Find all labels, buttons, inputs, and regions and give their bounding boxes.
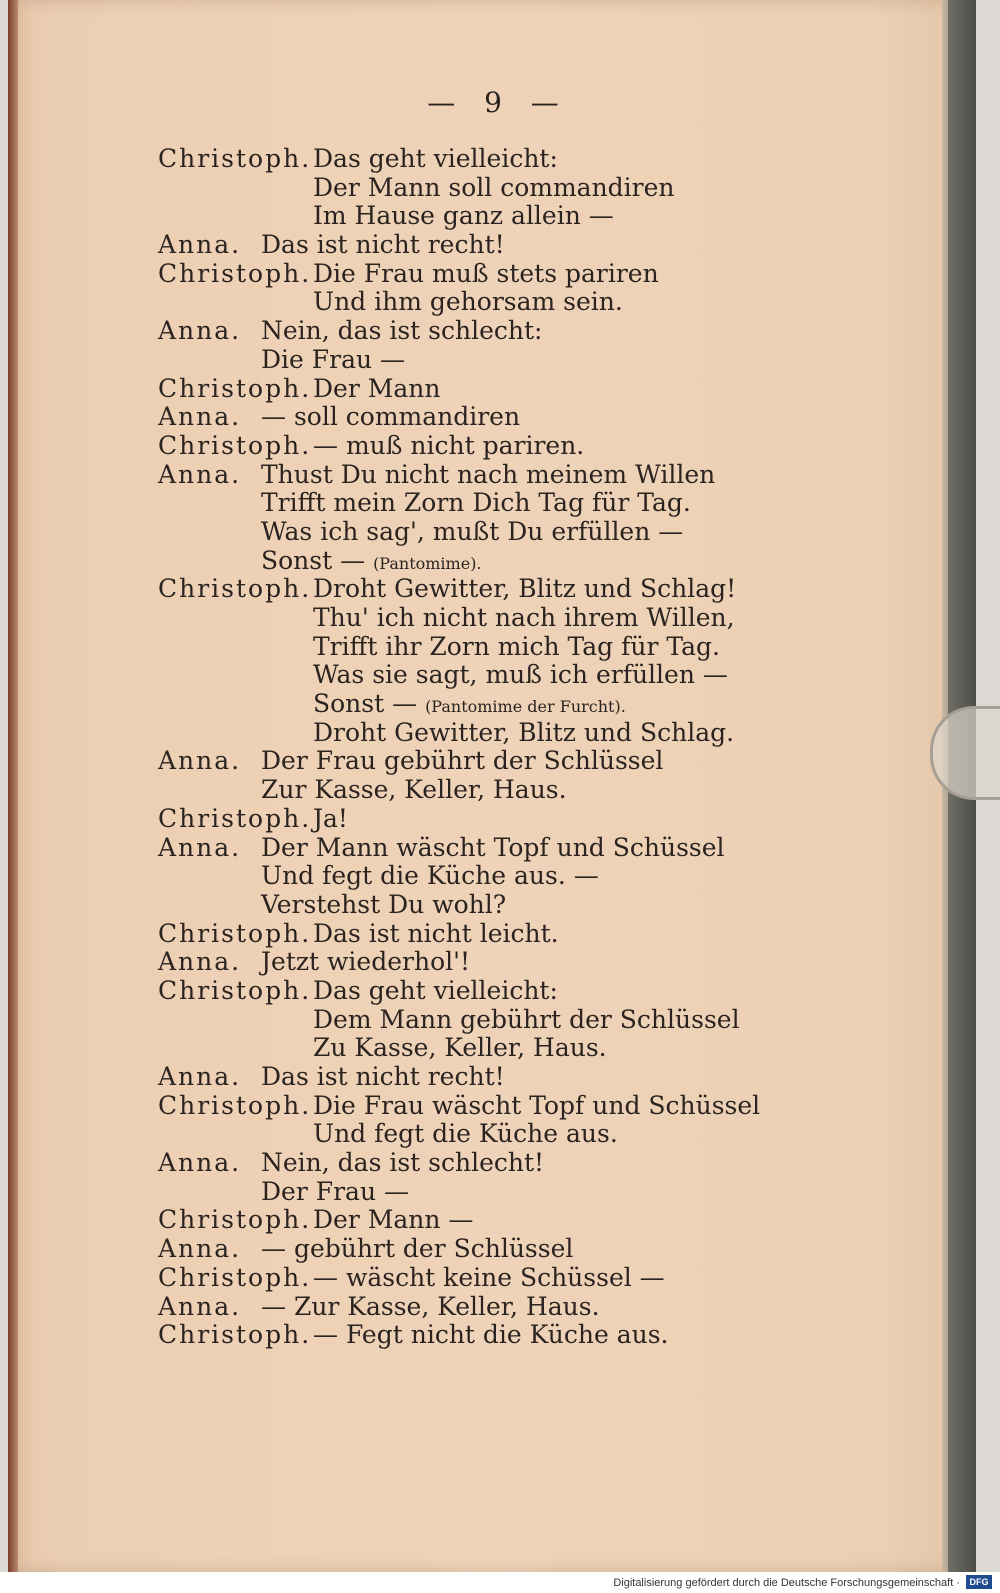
line-text bbox=[313, 977, 558, 1006]
line-words: Thu' ich nicht nach ihrem Willen, bbox=[313, 603, 735, 632]
line-text bbox=[261, 834, 725, 863]
speaker-name: Christoph. bbox=[158, 803, 312, 833]
line-text bbox=[313, 1092, 760, 1121]
dialogue-line bbox=[158, 977, 938, 1006]
line-words: Nein, das ist schlecht: bbox=[261, 316, 543, 346]
line-words: Nein, das ist schlecht! bbox=[261, 1148, 545, 1178]
dialogue-line bbox=[158, 604, 938, 633]
speaker-name: Anna. bbox=[158, 316, 242, 346]
line-text bbox=[313, 1264, 665, 1293]
line-words: Das geht vielleicht: bbox=[313, 144, 558, 173]
dialogue-line bbox=[158, 690, 938, 719]
speaker-name: Anna. bbox=[158, 402, 242, 432]
dialogue-line bbox=[158, 1235, 938, 1264]
line-text bbox=[261, 346, 405, 375]
dialogue-line bbox=[158, 288, 938, 317]
dialogue-line bbox=[158, 948, 938, 977]
line-words: Der Frau gebührt der Schlüssel bbox=[261, 746, 664, 776]
line-words: Der Mann wäscht Topf und Schüssel bbox=[261, 832, 725, 862]
line-words: Thust Du nicht nach meinem Willen bbox=[261, 459, 716, 489]
line-words: — muß nicht pariren. bbox=[313, 430, 585, 460]
dialogue-line bbox=[158, 260, 938, 289]
line-words: — Fegt nicht die Küche aus. bbox=[313, 1320, 669, 1350]
speaker-name: Christoph. bbox=[158, 1090, 312, 1120]
dialogue-line bbox=[158, 747, 938, 776]
line-text bbox=[261, 747, 663, 776]
line-text bbox=[313, 202, 614, 231]
speaker-name: Christoph. bbox=[158, 430, 312, 460]
dialogue-line bbox=[158, 1321, 938, 1350]
dialogue-line bbox=[158, 346, 938, 375]
line-text bbox=[261, 317, 542, 346]
line-words: Und ihm gehorsam sein. bbox=[313, 287, 623, 317]
line-words: Die Frau muß stets pariren bbox=[313, 258, 659, 288]
speaker-name: Anna. bbox=[158, 230, 242, 260]
page-number: — 9 — bbox=[427, 86, 569, 119]
line-words: Jetzt wiederhol'! bbox=[261, 947, 471, 977]
dialogue-line bbox=[158, 891, 938, 920]
line-words: Droht Gewitter, Blitz und Schlag! bbox=[313, 574, 737, 604]
line-words: Die Frau wäscht Topf und Schüssel bbox=[313, 1090, 761, 1120]
line-text bbox=[313, 174, 675, 203]
speaker-name: Anna. bbox=[158, 947, 242, 977]
line-words: — wäscht keine Schüssel — bbox=[313, 1262, 665, 1292]
dialogue-line bbox=[158, 1120, 938, 1149]
dialogue-line bbox=[158, 920, 938, 949]
line-words: Was sie sagt, muß ich erfüllen — bbox=[313, 660, 728, 690]
line-text bbox=[261, 776, 567, 805]
dialogue-line bbox=[158, 1063, 938, 1092]
digitization-credit: Digitalisierung gefördert durch die Deutsche Forschungsgemeinschaft · bbox=[613, 1577, 960, 1589]
dialogue-line bbox=[158, 317, 938, 346]
line-text bbox=[261, 231, 505, 260]
line-text bbox=[313, 575, 736, 604]
line-words: Sonst — bbox=[261, 545, 366, 575]
dialogue-line bbox=[158, 1006, 938, 1035]
line-words: Der Frau — bbox=[261, 1176, 409, 1206]
line-words: Das ist nicht recht! bbox=[261, 230, 505, 260]
line-text bbox=[313, 604, 735, 633]
line-text bbox=[261, 518, 683, 547]
dialogue-line bbox=[158, 547, 938, 576]
speaker-name: Anna. bbox=[158, 1062, 242, 1091]
line-words: Ja! bbox=[313, 803, 348, 833]
line-text bbox=[261, 489, 691, 518]
dialogue-line bbox=[158, 174, 938, 203]
speaker-name: Christoph. bbox=[158, 574, 312, 604]
dfg-logo: DFG bbox=[966, 1575, 992, 1589]
line-words: Zu Kasse, Keller, Haus. bbox=[313, 1033, 607, 1063]
speaker-name: Anna. bbox=[158, 832, 242, 862]
line-words: Sonst — bbox=[313, 689, 418, 719]
stage-direction: (Pantomime der Furcht). bbox=[425, 697, 626, 717]
line-words: Der Mann bbox=[313, 373, 441, 403]
speaker-name: Christoph. bbox=[158, 1320, 312, 1350]
line-text bbox=[261, 1063, 505, 1092]
speaker-name: Anna. bbox=[158, 1234, 242, 1264]
dialogue-line bbox=[158, 1178, 938, 1207]
line-text bbox=[313, 1006, 740, 1035]
line-words: Das ist nicht leicht. bbox=[313, 918, 559, 948]
line-text bbox=[313, 145, 558, 174]
line-words: Das ist nicht recht! bbox=[261, 1062, 505, 1091]
dialogue-line bbox=[158, 375, 938, 404]
line-words: Der Mann — bbox=[313, 1205, 474, 1235]
line-words: Droht Gewitter, Blitz und Schlag. bbox=[313, 717, 735, 747]
speaker-name: Christoph. bbox=[158, 373, 312, 403]
line-words: Zur Kasse, Keller, Haus. bbox=[261, 775, 567, 805]
line-text bbox=[313, 719, 734, 748]
line-text bbox=[261, 461, 715, 490]
line-words: Trifft mein Zorn Dich Tag für Tag. bbox=[261, 488, 691, 518]
line-text bbox=[313, 1120, 618, 1149]
dialogue-line bbox=[158, 1206, 938, 1235]
line-text bbox=[313, 1034, 607, 1063]
line-words: Die Frau — bbox=[261, 344, 406, 374]
line-text bbox=[313, 375, 440, 404]
dialogue-text bbox=[158, 145, 938, 1350]
dialogue-line bbox=[158, 776, 938, 805]
speaker-name: Anna. bbox=[158, 459, 242, 489]
speaker-name: Anna. bbox=[158, 746, 242, 776]
line-text bbox=[313, 805, 348, 834]
line-text bbox=[261, 1149, 544, 1178]
line-words: Der Mann soll commandiren bbox=[313, 172, 675, 202]
book-page bbox=[8, 0, 976, 1572]
line-text bbox=[313, 432, 584, 461]
dialogue-line bbox=[158, 1293, 938, 1322]
line-words: — gebührt der Schlüssel bbox=[261, 1234, 574, 1264]
line-text bbox=[313, 288, 623, 317]
line-words: Was ich sag', mußt Du erfüllen — bbox=[261, 516, 684, 546]
book-spine-edge bbox=[8, 0, 18, 1572]
line-text bbox=[261, 403, 520, 432]
line-words: Trifft ihr Zorn mich Tag für Tag. bbox=[313, 631, 720, 661]
line-text bbox=[261, 1293, 600, 1322]
line-text bbox=[313, 920, 559, 949]
line-text bbox=[261, 862, 599, 891]
paper-clip-icon bbox=[930, 706, 1000, 800]
speaker-name: Christoph. bbox=[158, 258, 312, 288]
dialogue-line bbox=[158, 719, 938, 748]
line-text bbox=[313, 1321, 669, 1350]
line-words: — Zur Kasse, Keller, Haus. bbox=[261, 1291, 600, 1321]
dialogue-line bbox=[158, 834, 938, 863]
dialogue-line bbox=[158, 661, 938, 690]
dialogue-line bbox=[158, 231, 938, 260]
stage-direction: (Pantomime). bbox=[373, 553, 482, 573]
dialogue-line bbox=[158, 805, 938, 834]
dialogue-line bbox=[158, 518, 938, 547]
line-words: Im Hause ganz allein — bbox=[313, 201, 614, 231]
line-text bbox=[313, 661, 728, 690]
line-text bbox=[261, 891, 506, 920]
line-text bbox=[313, 1206, 473, 1235]
speaker-name: Christoph. bbox=[158, 918, 312, 948]
dialogue-line bbox=[158, 202, 938, 231]
dialogue-line bbox=[158, 145, 938, 174]
line-text bbox=[261, 948, 470, 977]
line-words: Und fegt die Küche aus. bbox=[313, 1119, 618, 1149]
dialogue-line bbox=[158, 633, 938, 662]
speaker-name: Christoph. bbox=[158, 1262, 312, 1292]
dialogue-line bbox=[158, 432, 938, 461]
line-words: Verstehst Du wohl? bbox=[261, 889, 507, 919]
dialogue-line bbox=[158, 461, 938, 490]
dialogue-line bbox=[158, 1092, 938, 1121]
speaker-name: Christoph. bbox=[158, 975, 312, 1005]
dialogue-line bbox=[158, 403, 938, 432]
dialogue-line bbox=[158, 1264, 938, 1293]
speaker-name: Christoph. bbox=[158, 144, 312, 173]
line-words: — soll commandiren bbox=[261, 402, 521, 432]
dialogue-line bbox=[158, 489, 938, 518]
speaker-name: Anna. bbox=[158, 1148, 242, 1178]
dialogue-line bbox=[158, 1149, 938, 1178]
line-text bbox=[313, 260, 659, 289]
speaker-name: Anna. bbox=[158, 1291, 242, 1321]
dialogue-line bbox=[158, 575, 938, 604]
line-text bbox=[261, 1235, 573, 1264]
dialogue-line bbox=[158, 862, 938, 891]
speaker-name: Christoph. bbox=[158, 1205, 312, 1235]
line-words: Das geht vielleicht: bbox=[313, 975, 558, 1005]
dialogue-line bbox=[158, 1034, 938, 1063]
line-words: Dem Mann gebührt der Schlüssel bbox=[313, 1004, 740, 1034]
line-text bbox=[313, 633, 720, 662]
line-text bbox=[261, 1178, 409, 1207]
line-words: Und fegt die Küche aus. — bbox=[261, 861, 599, 891]
